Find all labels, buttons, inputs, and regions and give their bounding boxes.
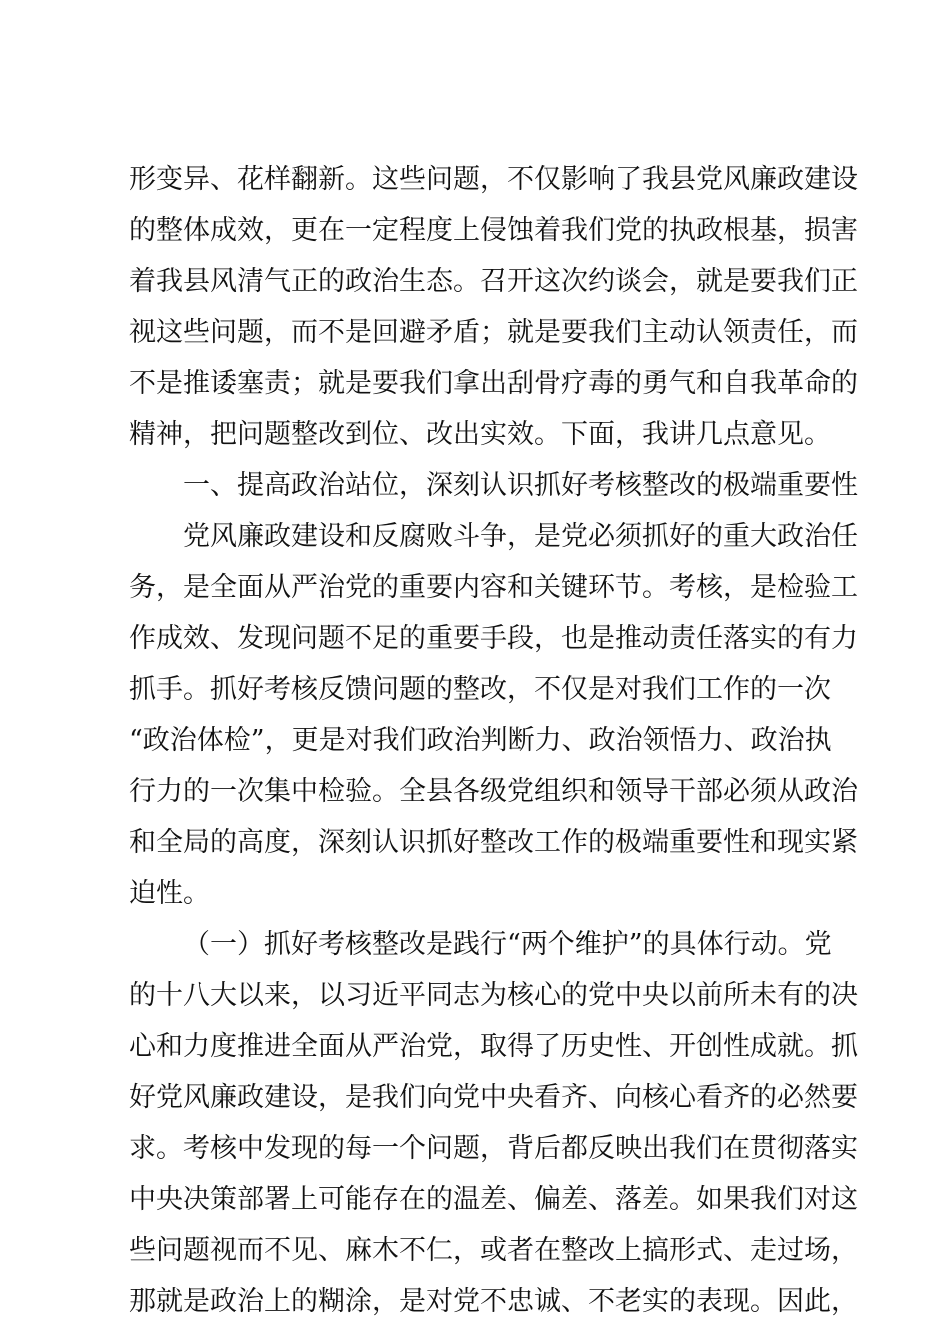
body-text-line: 好党风廉政建设，是我们向党中央看齐、向核心看齐的必然要	[129, 1082, 858, 1113]
body-text-line: 求。考核中发现的每一个问题，背后都反映出我们在贯彻落实	[129, 1133, 858, 1164]
body-text-line: 迫性。	[129, 878, 210, 909]
body-text-line: 那就是政治上的糊涂，是对党不忠诚、不老实的表现。因此，	[129, 1286, 858, 1317]
paragraph-first-line: 党风廉政建设和反腐败斗争，是党必须抓好的重大政治任	[183, 521, 858, 552]
body-text-line: 抓手。抓好考核反馈问题的整改，不仅是对我们工作的一次	[129, 674, 831, 705]
body-text-line: 心和力度推进全面从严治党，取得了历史性、开创性成就。抓	[129, 1031, 858, 1062]
body-text-line: 的整体成效，更在一定程度上侵蚀着我们党的执政根基，损害	[129, 215, 858, 246]
body-text-line: 的十八大以来，以习近平同志为核心的党中央以前所未有的决	[129, 980, 858, 1011]
body-text-line: 行力的一次集中检验。全县各级党组织和领导干部必须从政治	[129, 776, 858, 807]
body-text-line: 着我县风清气正的政治生态。召开这次约谈会，就是要我们正	[129, 266, 858, 297]
body-text-line: “政治体检”，更是对我们政治判断力、政治领悟力、政治执	[129, 725, 832, 756]
section-heading: 一、提高政治站位，深刻认识抓好考核整改的极端重要性	[183, 470, 858, 501]
body-text-line: 作成效、发现问题不足的重要手段，也是推动责任落实的有力	[129, 623, 858, 654]
body-text-line: 视这些问题，而不是回避矛盾；就是要我们主动认领责任，而	[129, 317, 858, 348]
body-text-line: 不是推诿塞责；就是要我们拿出刮骨疗毒的勇气和自我革命的	[129, 368, 858, 399]
body-text-line: 务，是全面从严治党的重要内容和关键环节。考核，是检验工	[129, 572, 858, 603]
body-text-line: 形变异、花样翻新。这些问题，不仅影响了我县党风廉政建设	[129, 164, 858, 195]
body-text-line: 和全局的高度，深刻认识抓好整改工作的极端重要性和现实紧	[129, 827, 858, 858]
subsection-heading-line: （一）抓好考核整改是践行“两个维护”的具体行动。党	[183, 929, 832, 960]
body-text-line: 些问题视而不见、麻木不仁，或者在整改上搞形式、走过场，	[129, 1235, 858, 1266]
body-text-line: 中央决策部署上可能存在的温差、偏差、落差。如果我们对这	[129, 1184, 858, 1215]
body-text-line: 精神，把问题整改到位、改出实效。下面，我讲几点意见。	[129, 419, 831, 450]
